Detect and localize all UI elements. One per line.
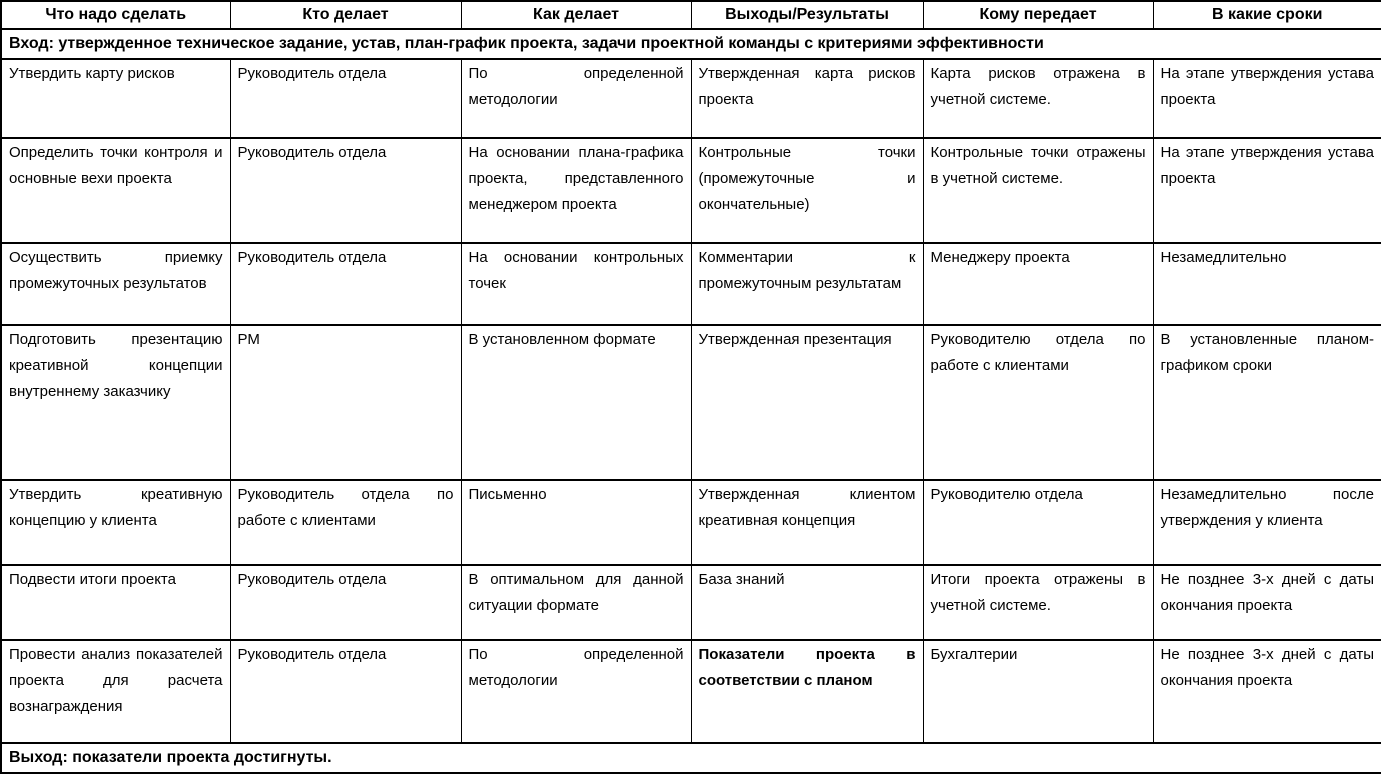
column-header-who: Кто делает (230, 1, 461, 29)
table-cell: Осуществить приемку промежуточных результатов (1, 243, 230, 325)
table-cell: По определенной методологии (461, 640, 691, 743)
table-cell: Контрольные точки (промежуточные и окончательные) (691, 138, 923, 243)
table-cell: Утвержденная презентация (691, 325, 923, 480)
table-cell: Подготовить презентацию креативной концепции внутреннему заказчику (1, 325, 230, 480)
table-cell: В установленном формате (461, 325, 691, 480)
table-row (1, 640, 1381, 743)
output-row-text: Выход: показатели проекта достигнуты. (1, 743, 1381, 773)
input-row (1, 29, 1381, 59)
table-cell: База знаний (691, 565, 923, 640)
table-cell: Руководитель отдела (230, 243, 461, 325)
table-cell: Руководитель отдела (230, 565, 461, 640)
table-cell: Руководитель отдела (230, 59, 461, 138)
table-cell: Комментарии к промежуточным результатам (691, 243, 923, 325)
column-header-what: Что надо сделать (1, 1, 230, 29)
table-cell: Утвердить креативную концепцию у клиента (1, 480, 230, 565)
table-row (1, 59, 1381, 138)
table-cell: Провести анализ показателей проекта для расчета вознаграждения (1, 640, 230, 743)
table-cell: На этапе утверждения устава проекта (1153, 59, 1381, 138)
table-cell-bold: Показатели проекта в соответствии с планом (691, 640, 923, 743)
table-cell: Не позднее 3-х дней с даты окончания проекта (1153, 640, 1381, 743)
input-row-text: Вход: утвержденное техническое задание, устав, план-график проекта, задачи проектной команды с критериями эффективности (1, 29, 1381, 59)
table-cell: В оптимальном для данной ситуации формате (461, 565, 691, 640)
table-cell: РМ (230, 325, 461, 480)
table-cell: Утвержденная клиентом креативная концепция (691, 480, 923, 565)
column-header-how: Как делает (461, 1, 691, 29)
table-cell: Контрольные точки отражены в учетной системе. (923, 138, 1153, 243)
table-row (1, 480, 1381, 565)
table-cell: Утвердить карту рисков (1, 59, 230, 138)
table-cell: Карта рисков отражена в учетной системе. (923, 59, 1153, 138)
table-cell: На основании плана-графика проекта, представленного менеджером проекта (461, 138, 691, 243)
table-cell: Бухгалтерии (923, 640, 1153, 743)
table-cell: В установленные планом-графиком сроки (1153, 325, 1381, 480)
table-cell: Утвержденная карта рисков проекта (691, 59, 923, 138)
table-cell: Незамедлительно после утверждения у клиента (1153, 480, 1381, 565)
column-header-outputs: Выходы/Результаты (691, 1, 923, 29)
table-row (1, 325, 1381, 480)
column-header-deadline: В какие сроки (1153, 1, 1381, 29)
table-row (1, 243, 1381, 325)
table-cell: На основании контрольных точек (461, 243, 691, 325)
table-row (1, 565, 1381, 640)
column-header-recipient: Кому передает (923, 1, 1153, 29)
table-cell: По определенной методологии (461, 59, 691, 138)
table-cell: Руководитель отдела по работе с клиентами (230, 480, 461, 565)
table-cell: Руководитель отдела (230, 138, 461, 243)
table-cell: Руководителю отдела по работе с клиентами (923, 325, 1153, 480)
table-cell: Подвести итоги проекта (1, 565, 230, 640)
table-cell: Не позднее 3-х дней с даты окончания проекта (1153, 565, 1381, 640)
table-row (1, 138, 1381, 243)
table-cell: Незамедлительно (1153, 243, 1381, 325)
table-cell: Итоги проекта отражены в учетной системе. (923, 565, 1153, 640)
table-cell: Менеджеру проекта (923, 243, 1153, 325)
output-row (1, 743, 1381, 773)
table-cell: Письменно (461, 480, 691, 565)
table-cell: Определить точки контроля и основные вехи проекта (1, 138, 230, 243)
header-row (1, 1, 1381, 29)
table-cell: Руководитель отдела (230, 640, 461, 743)
table-cell: На этапе утверждения устава проекта (1153, 138, 1381, 243)
table-cell: Руководителю отдела (923, 480, 1153, 565)
